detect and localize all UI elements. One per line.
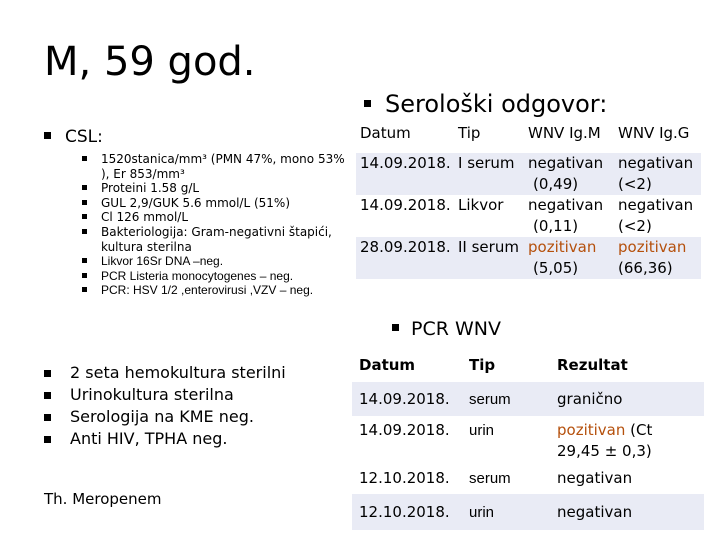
table-row: 14.09.2018. serum granično [352,382,704,416]
bullet-icon [44,132,51,139]
column-header: WNV Ig.M [524,123,614,153]
bullet-icon [82,185,87,190]
pcr-table [352,348,704,530]
pcr-heading-text: PCR WNV [411,318,501,340]
list-item: PCR: HSV 1/2 ,enterovirusi ,VZV – neg. [82,283,352,298]
column-header: Tip [462,348,550,382]
list-item: Bakteriologija: Gram-negativni štapići, kultura sterilna [82,225,352,254]
csl-heading-text: CSL: [65,127,103,147]
list-item: GUL 2,9/GUK 5.6 mmol/L (51%) [82,196,352,211]
bullet-icon [82,287,87,292]
bullet-icon [392,324,399,331]
bullet-icon [82,156,87,161]
bullet-icon [44,414,51,421]
table-row: 14.09.2018. Likvor negativan (0,11) negativan (<2) [356,195,701,237]
column-header: Rezultat [550,348,704,382]
list-item: Serologija na KME neg. [44,406,286,428]
slide-title: M, 59 god. [44,39,256,85]
column-header: WNV Ig.G [614,123,701,153]
list-item: 2 seta hemokultura sterilni [44,362,286,384]
bullet-icon [82,258,87,263]
bullet-icon [82,273,87,278]
serology-heading [364,90,607,118]
list-item: Urinokultura sterilna [44,384,286,406]
table-row: 28.09.2018. II serum pozitivan (5,05) pozitivan (66,36) [356,237,701,279]
list-item: Likvor 16Sr DNA –neg. [82,254,352,269]
csl-findings-list [82,152,352,298]
bullet-icon [44,436,51,443]
list-item: Cl 126 mmol/L [82,210,352,225]
list-item: 1520stanica/mm³ (PMN 47%, mono 53% ), Er 853/mm³ [82,152,352,181]
table-row: 14.09.2018. urin pozitivan (Ct 29,45 ± 0,3) [352,416,704,462]
bullet-icon [82,214,87,219]
serology-heading-text: Serološki odgovor: [385,90,608,118]
list-item: Anti HIV, TPHA neg. [44,428,286,450]
column-header: Datum [352,348,462,382]
list-item: Proteini 1.58 g/L [82,181,352,196]
list-item: PCR Listeria monocytogenes – neg. [82,269,352,284]
table-row: 12.10.2018. urin negativan [352,494,704,530]
table-header-row [356,123,701,153]
other-findings-list [44,362,286,450]
bullet-icon [364,100,371,107]
bullet-icon [82,229,87,234]
table-row: 12.10.2018. serum negativan [352,462,704,494]
bullet-icon [44,392,51,399]
column-header: Datum [356,123,454,153]
table-row: 14.09.2018. I serum negativan (0,49) negativan (<2) [356,153,701,195]
column-header: Tip [454,123,524,153]
bullet-icon [82,200,87,205]
bullet-icon [44,370,51,377]
pcr-heading [392,318,501,340]
serology-table [356,123,701,279]
therapy-note: Th. Meropenem [44,490,162,508]
csl-heading [44,127,103,147]
table-header-row [352,348,704,382]
